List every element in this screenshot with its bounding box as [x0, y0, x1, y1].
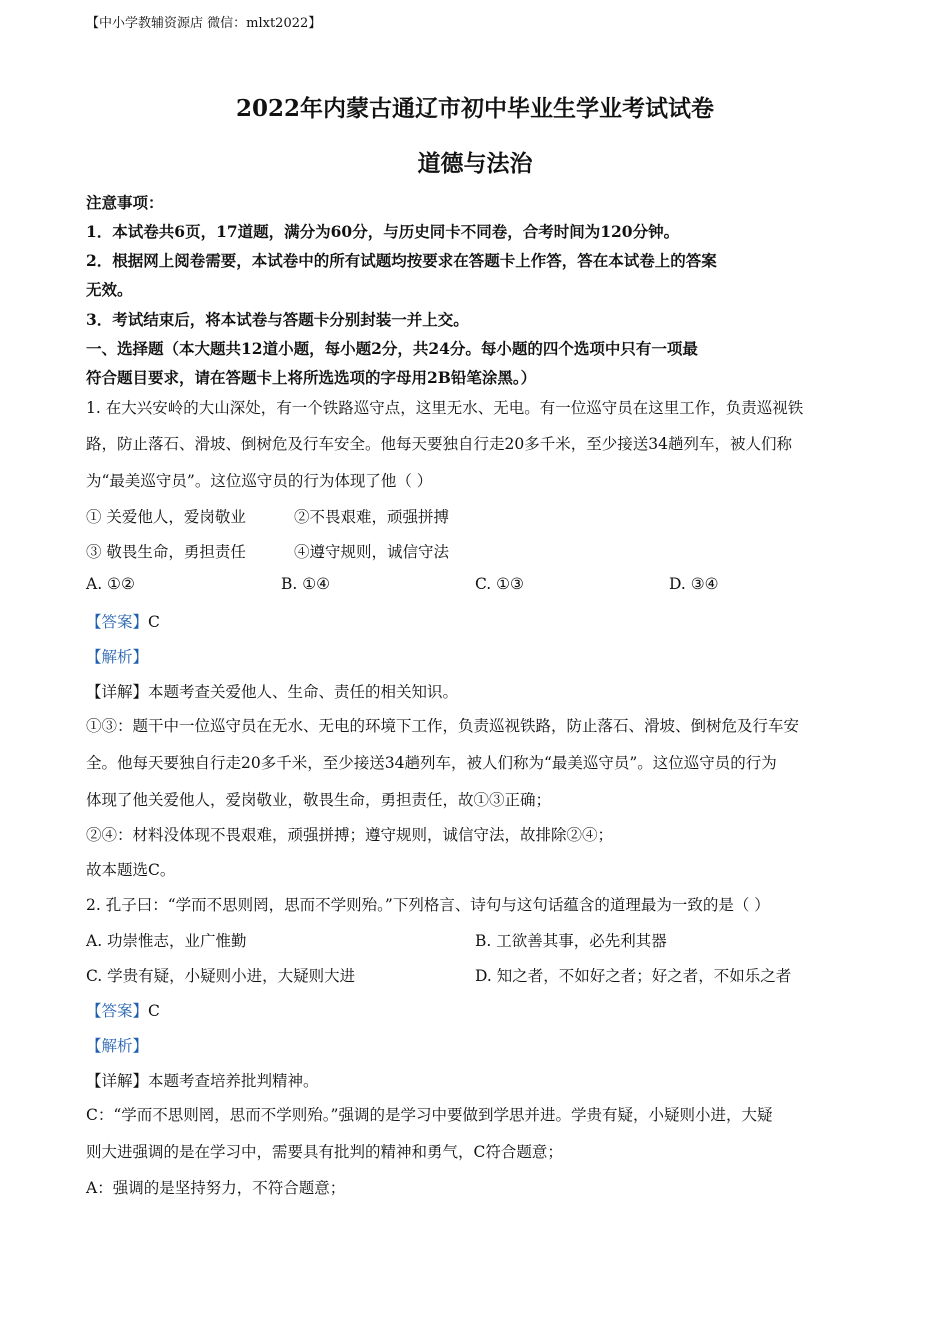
q2-answer	[86, 999, 160, 1021]
answer-tag: 【答案】	[86, 1002, 149, 1020]
q2-option-b: B. 工欲善其事，必先利其器	[475, 932, 667, 950]
notice-item-3: 3．考试结束后，将本试卷与答题卡分别封装一并上交。	[86, 310, 469, 329]
q1-detail-2c: 体现了他关爱他人，爱岗敬业，敬畏生命，勇担责任，故①③正确；	[86, 791, 552, 809]
notice-item-2b: 无效。	[86, 280, 133, 299]
q2-detail-1: 【详解】本题考查培养批判精神。	[86, 1072, 319, 1090]
q1-option-b: B. ①④	[281, 575, 331, 593]
q2-stem: 2. 孔子曰：“学而不思则罔，思而不学则殆。”下列格言、诗句与这句话蕴含的道理最为一致的是（ ）	[86, 896, 770, 914]
q2-option-c: C. 学贵有疑，小疑则小进，大疑则大进	[86, 967, 356, 985]
q2-detail-2b: 则大进强调的是在学习中，需要具有批判的精神和勇气，C符合题意；	[86, 1143, 563, 1161]
q2-analysis-tag: 【解析】	[86, 1037, 149, 1055]
section-heading-a: 一、选择题（本大题共12道小题，每小题2分，共24分。每小题的四个选项中只有一项最	[86, 339, 698, 358]
notice-item-2a: 2．根据网上阅卷需要，本试卷中的所有试题均按要求在答题卡上作答，答在本试卷上的答案	[86, 251, 717, 270]
q1-detail-4: 故本题选C。	[86, 861, 176, 879]
q1-answer	[86, 610, 160, 632]
q2-option-a: A. 功崇惟志，业广惟勤	[86, 932, 247, 950]
q1-statement-3: ③ 敬畏生命，勇担责任	[86, 543, 246, 561]
q1-detail-2a: ①③：题干中一位巡守员在无水、无电的环境下工作，负责巡视铁路，防止落石、滑坡、倒树危及行车安	[86, 717, 800, 735]
q1-analysis-tag: 【解析】	[86, 648, 149, 666]
q1-option-a: A. ①②	[86, 575, 135, 593]
answer-value: C	[148, 613, 160, 631]
q1-stem-b: 路，防止落石、滑坡、倒树危及行车安全。他每天要独自行走20多千米，至少接送34趟列车，被人们称	[86, 435, 792, 453]
q2-detail-2a: C：“学而不思则罔，思而不学则殆。”强调的是学习中要做到学思并进。学贵有疑，小疑则小进，大疑	[86, 1106, 773, 1124]
q1-statement-1: ① 关爱他人，爱岗敬业	[86, 508, 246, 526]
q1-option-d: D. ③④	[669, 575, 719, 593]
q2-detail-3: A：强调的是坚持努力，不符合题意；	[86, 1179, 346, 1197]
q1-stem-c: 为“最美巡守员”。这位巡守员的行为体现了他（ ）	[86, 472, 433, 490]
answer-tag: 【答案】	[86, 613, 149, 631]
notice-heading: 注意事项：	[86, 193, 164, 212]
q1-statement-2: ②不畏艰难，顽强拼搏	[294, 508, 450, 526]
exam-title: 2022年内蒙古通辽市初中毕业生学业考试试卷	[235, 95, 714, 122]
answer-value: C	[148, 1002, 160, 1020]
q1-detail-2b: 全。他每天要独自行走20多千米，至少接送34趟列车，被人们称为“最美巡守员”。这位巡守员的行为	[86, 754, 777, 772]
q1-option-c: C. ①③	[475, 575, 524, 593]
section-heading-b: 符合题目要求，请在答题卡上将所选选项的字母用2B铅笔涂黑。）	[86, 368, 537, 387]
q1-stem-a: 1. 在大兴安岭的大山深处，有一个铁路巡守点，这里无水、无电。有一位巡守员在这里工作，负责巡视铁	[86, 399, 804, 417]
q2-option-d: D. 知之者，不如好之者；好之者，不如乐之者	[475, 967, 792, 985]
exam-subject: 道德与法治	[417, 150, 533, 177]
q1-detail-3: ②④：材料没体现不畏艰难，顽强拼搏；遵守规则，诚信守法，故排除②④；	[86, 826, 614, 844]
header-tag: 【中小学教辅资源店 微信：mlxt2022】	[86, 16, 322, 31]
q1-detail-1: 【详解】本题考查关爱他人、生命、责任的相关知识。	[86, 683, 459, 701]
notice-item-1: 1．本试卷共6页，17道题，满分为60分，与历史同卡不同卷，合考时间为120分钟。	[86, 222, 680, 241]
q1-statement-4: ④遵守规则，诚信守法	[294, 543, 450, 561]
